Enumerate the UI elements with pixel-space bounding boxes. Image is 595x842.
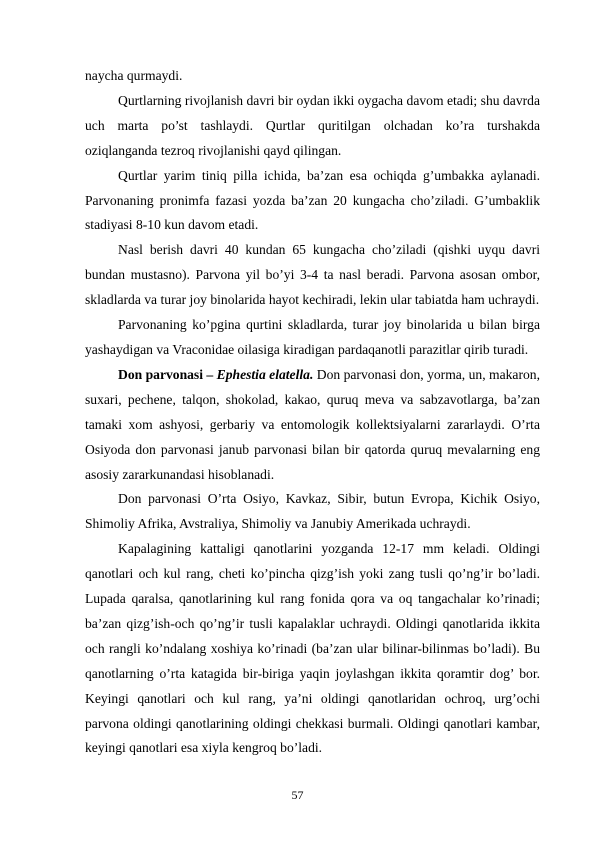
paragraph-pupation: Qurtlar yarim tiniq pilla ichida, ba’zan esa ochiqda g’umbakka aylanadi. Parvonaning pronimfa fazasi yozda ba’zan 20 kungacha cho’ziladi. G’umbaklik stadiyasi 8-10 kun davom etadi.: [85, 167, 540, 233]
page-number: 57: [291, 788, 304, 802]
paragraph-continuation: naycha qurmaydi.: [85, 68, 183, 83]
paragraph-morphology: Kapalagining kattaligi qanotlarini yozganda 12-17 mm keladi. Oldingi qanotlari och kul rang, cheti ko’pincha qizg’ish yoki zang tusli qo’ng’ir bo’ladi. Lupada qaralsa, qanotlarining kul rang fonida qora va oq tangachalar ko’rinadi; ba’zan qizg’ish-och qo’ng’ir tusli kapalaklar uchraydi. Oldingi qanotlarida ikkita och rangli ko’ndalang xoshiya ko’rinadi (ba’zan ular bilinar-bilinmas bo’ladi). Bu qanotlarning o’rta katagida bir-biriga yaqin joylashgan ikkita qoramtir dog’ bor. Keyingi qanotlari och kul rang, ya’ni oldingi qanotlaridan ochroq, urg’ochi parvona oldingi qanotlarining oldingi chekkasi burmali. Oldingi qanotlari kambar, keyingi qanotlari esa xiyla kengroq bo’ladi.: [85, 541, 540, 756]
latin-species-name: Ephestia elatella.: [216, 366, 314, 382]
paragraph-reproduction: Nasl berish davri 40 kundan 65 kungacha cho’ziladi (qishki uyqu davri bundan mustasno). Parvona yil bo’yi 3-4 ta nasl beradi. Parvona asosan ombor, skladlarda va turar joy binolarida hayot kechiradi, lekin ular tabiatda ham uchraydi.: [85, 242, 540, 308]
paragraph-larva-development: Qurtlarning rivojlanish davri bir oydan ikki oygacha davom etadi; shu davrda uch marta po’st tashlaydi. Qurtlar quritilgan olchadan ko’ra turshakda oziqlanganda tezroq rivojlanishi qayd qilingan.: [85, 92, 540, 158]
paragraph-don-parvonasi: [85, 363, 540, 488]
term-heading: Don parvonasi –: [118, 366, 214, 382]
paragraph-don-text: Don parvonasi don, yorma, un, makaron, suxari, pechene, talqon, shokolad, kakao, quruq meva va sabzavotlarga, ba’zan tamaki xom ashyosi, gerbariy va entomologik kollektsiyalarni zararlaydi. O’rta Osiyoda don parvonasi janub parvonasi bilan bir qatorda quruq mevalarning eng asosiy zararkunandasi hisoblanadi.: [85, 366, 540, 482]
document-body: [85, 64, 540, 761]
paragraph-distribution: Don parvonasi O’rta Osiyo, Kavkaz, Sibir, butun Evropa, Kichik Osiyo, Shimoliy Afrika, Avstraliya, Shimoliy va Janubiy Amerikada uchraydi.: [85, 491, 540, 532]
paragraph-parasites: Parvonaning ko’pgina qurtini skladlarda, turar joy binolarida u bilan birga yashaydigan va Vraconidae oilasiga kiradigan pardaqanotli parazitlar qirib turadi.: [85, 317, 540, 357]
